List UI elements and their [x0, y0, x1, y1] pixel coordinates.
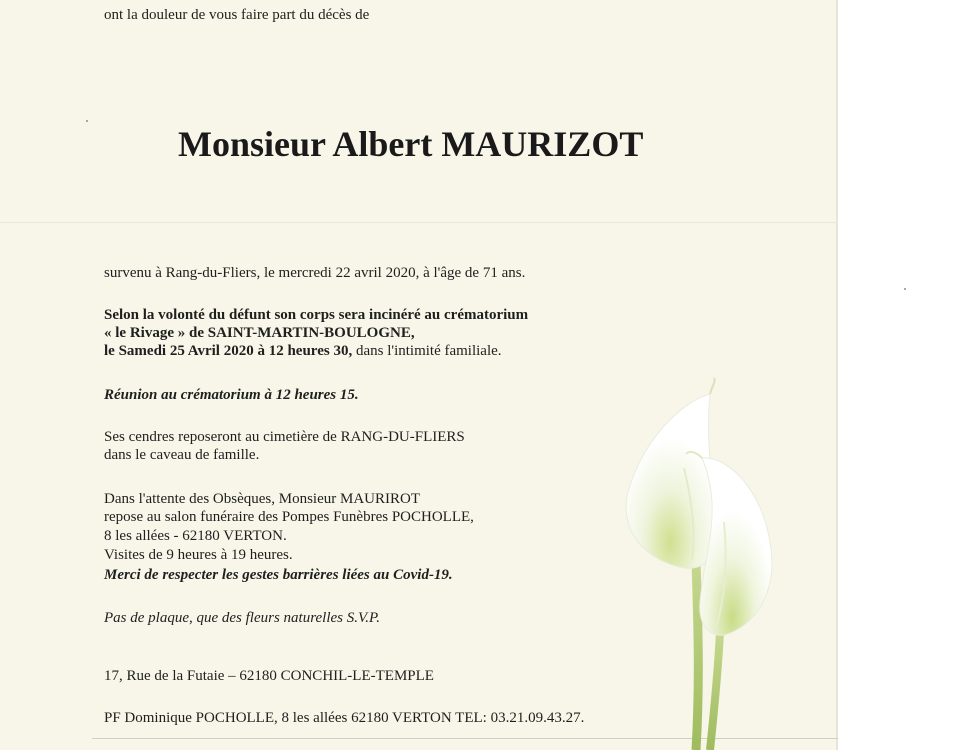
cremation-line-1: Selon la volonté du défunt son corps sera incinéré au crématorium	[104, 307, 529, 323]
fold-line	[0, 222, 838, 223]
intro-text: ont la douleur de vous faire part du décès de	[104, 7, 370, 23]
ashes-line-1: Ses cendres reposeront au cimetière de RANG-DU-FLIERS	[104, 429, 465, 445]
paper-speck	[904, 288, 906, 290]
cremation-privacy: dans l'intimité familiale.	[352, 343, 502, 359]
family-address: 17, Rue de la Futaie – 62180 CONCHIL-LE-TEMPLE	[104, 668, 434, 684]
cremation-line-3	[104, 342, 502, 360]
cremation-line-2: « le Rivage » de SAINT-MARTIN-BOULOGNE,	[104, 325, 415, 341]
viewing-hours: Visites de 9 heures à 19 heures.	[104, 547, 293, 563]
flowers-note: Pas de plaque, que des fleurs naturelles S.V.P.	[104, 610, 380, 626]
deceased-name: Monsieur Albert MAURIZOT	[178, 124, 644, 164]
cremation-date: le Samedi 25 Avril 2020 à 12 heures 30,	[104, 343, 353, 359]
calla-lily-icon	[600, 372, 800, 750]
funeral-home-contact: PF Dominique POCHOLLE, 8 les allées 62180 VERTON TEL: 03.21.09.43.27.	[104, 710, 585, 726]
sheet-edge	[836, 0, 838, 750]
death-notice-line: survenu à Rang-du-Fliers, le mercredi 22 avril 2020, à l'âge de 71 ans.	[104, 265, 526, 281]
ashes-line-2: dans le caveau de famille.	[104, 447, 260, 463]
viewing-line-2: repose au salon funéraire des Pompes Funèbres POCHOLLE,	[104, 509, 474, 525]
meeting-time: Réunion au crématorium à 12 heures 15.	[104, 387, 359, 403]
viewing-line-1: Dans l'attente des Obsèques, Monsieur MAURIROT	[104, 491, 420, 507]
viewing-line-3: 8 les allées - 62180 VERTON.	[104, 528, 287, 544]
paper-speck	[86, 120, 88, 122]
covid-notice: Merci de respecter les gestes barrières liées au Covid-19.	[104, 567, 453, 583]
